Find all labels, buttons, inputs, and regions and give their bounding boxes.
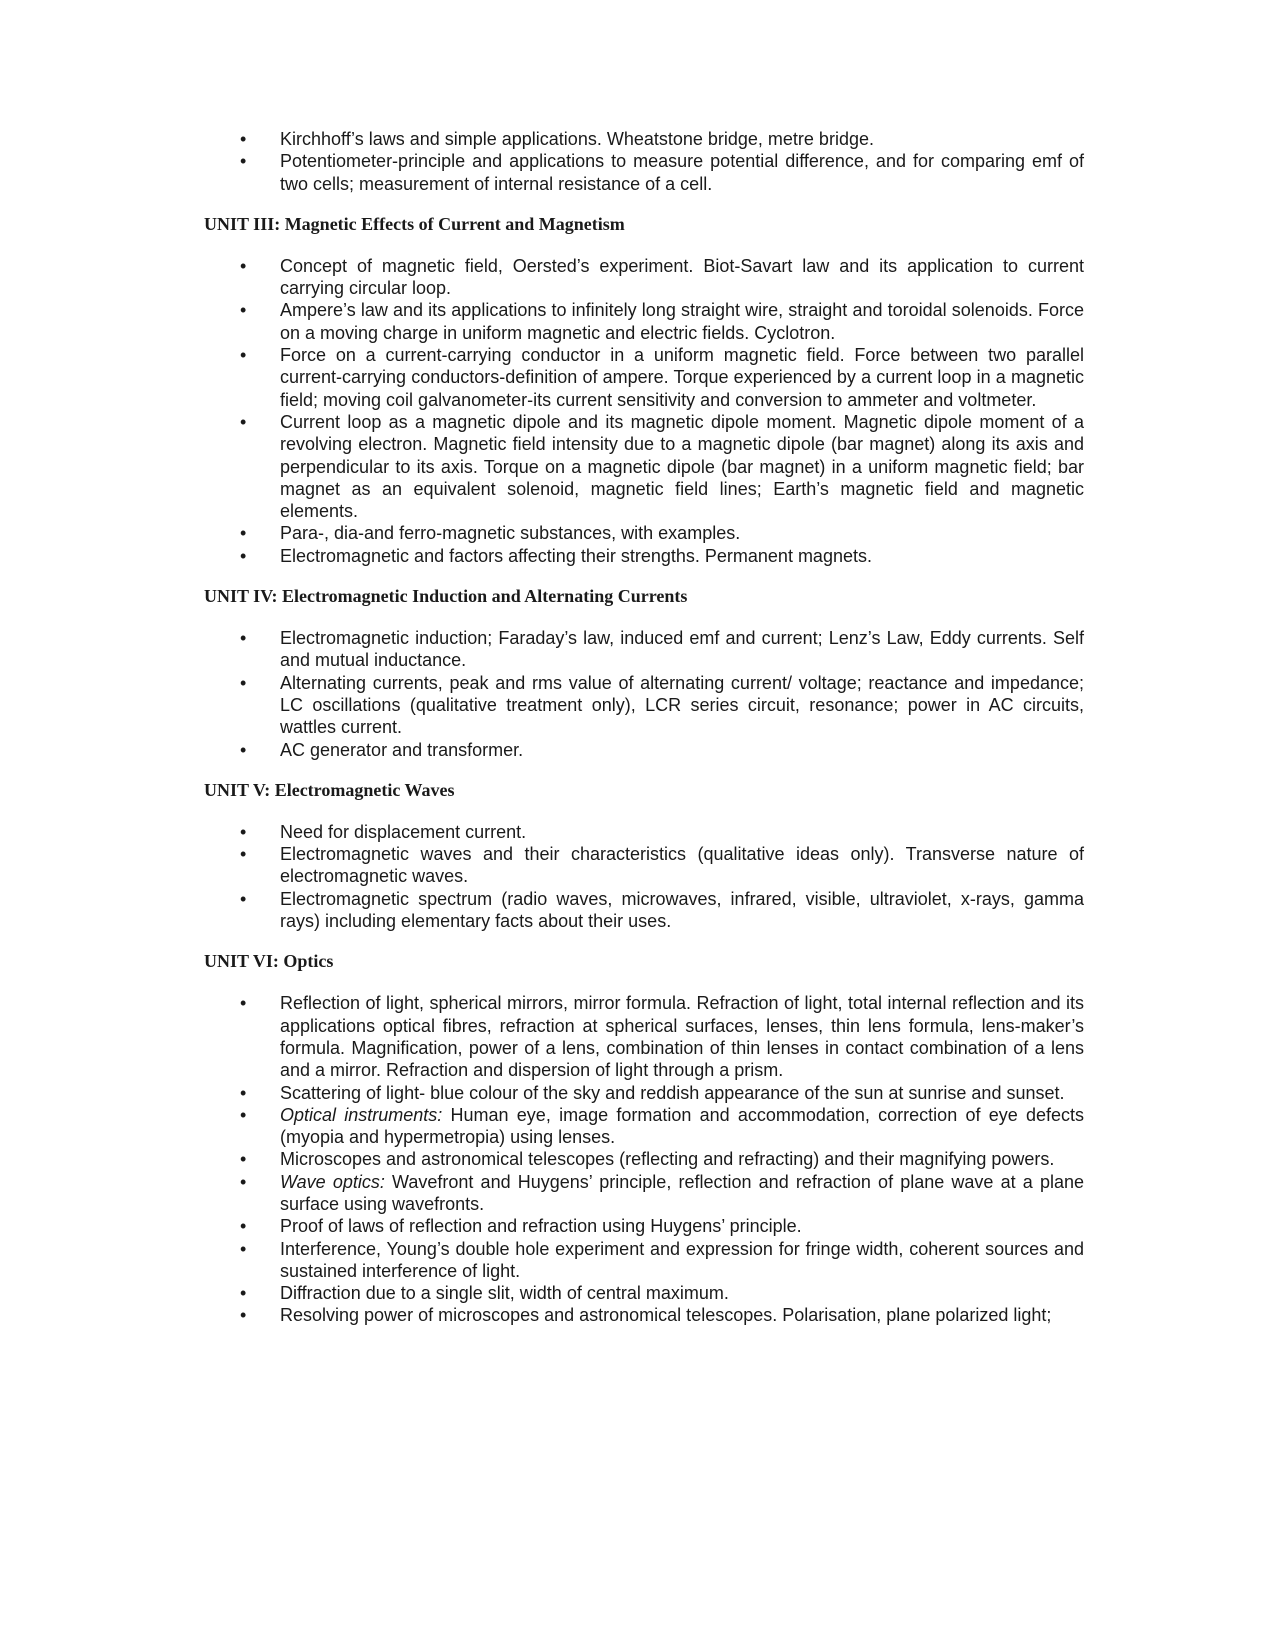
list-item	[204, 255, 1084, 300]
unit-5-list	[204, 821, 1084, 932]
item-text: Ampere’s law and its applications to infinitely long straight wire, straight and toroidal solenoids. Force on a moving charge in uniform magnetic and electric fields. Cyclotron.	[280, 300, 1084, 343]
unit-3-list	[204, 255, 1084, 567]
list-item	[204, 739, 1084, 761]
list-item	[204, 128, 1084, 150]
item-text: Scattering of light- blue colour of the sky and reddish appearance of the sun at sunrise and sunset.	[280, 1082, 1065, 1103]
list-item	[204, 1104, 1084, 1149]
item-lead: Wave optics:	[280, 1171, 385, 1192]
bullet-icon: •	[240, 1104, 247, 1125]
page-content	[204, 128, 1084, 1327]
bullet-icon: •	[240, 821, 247, 842]
intro-list	[204, 128, 1084, 195]
item-text: Electromagnetic waves and their characteristics (qualitative ideas only). Transverse nature of electromagnetic waves.	[280, 844, 1084, 887]
bullet-icon: •	[240, 545, 247, 566]
bullet-icon: •	[240, 129, 247, 149]
item-text: Reflection of light, spherical mirrors, mirror formula. Refraction of light, total internal reflection and its applications optical fibres, refraction at spherical surfaces, lenses, thin lens formula, lens-maker’s formula. Magnification, power of a lens, combination of thin lenses in contact combination of a lens and a mirror. Refraction and dispersion of light through a prism.	[280, 993, 1084, 1081]
item-text: Current loop as a magnetic dipole and its magnetic dipole moment. Magnetic dipole moment of a revolving electron. Magnetic field intensity due to a magnetic dipole (bar magnet) along its axis and perpendicular to its axis. Torque on a magnetic dipole (bar magnet) in a uniform magnetic field; bar magnet as an equivalent solenoid, magnetic field lines; Earth’s magnetic field and magnetic elements.	[280, 411, 1084, 522]
item-text: Resolving power of microscopes and astronomical telescopes. Polarisation, plane polarized light;	[280, 1305, 1052, 1326]
item-text: Interference, Young’s double hole experiment and expression for fringe width, coherent sources and sustained interference of light.	[280, 1238, 1084, 1281]
item-text: Electromagnetic spectrum (radio waves, microwaves, infrared, visible, ultraviolet, x-rays, gamma rays) including elementary facts about their uses.	[280, 888, 1084, 932]
bullet-icon: •	[240, 151, 247, 172]
item-text: Para-, dia-and ferro-magnetic substances, with examples.	[280, 523, 741, 544]
list-item	[204, 1282, 1084, 1304]
list-item	[204, 1082, 1084, 1104]
unit-4-heading: UNIT IV: Electromagnetic Induction and Alternating Currents	[204, 586, 688, 607]
bullet-icon: •	[240, 628, 247, 649]
item-text: Wavefront and Huygens’ principle, reflection and refraction of plane wave at a plane surface using wavefronts.	[280, 1171, 1084, 1214]
bullet-icon: •	[240, 345, 247, 366]
item-text: Microscopes and astronomical telescopes (reflecting and refracting) and their magnifying powers.	[280, 1149, 1055, 1170]
bullet-icon: •	[240, 255, 247, 276]
item-text: Human eye, image formation and accommodation, correction of eye defects (myopia and hypermetropia) using lenses.	[280, 1104, 1084, 1148]
bullet-icon: •	[240, 1216, 247, 1237]
list-item	[204, 344, 1084, 411]
list-item	[204, 1148, 1084, 1170]
unit-6-list	[204, 992, 1084, 1326]
list-item	[204, 888, 1084, 933]
list-item	[204, 411, 1084, 522]
list-item	[204, 821, 1084, 843]
bullet-icon: •	[240, 411, 247, 432]
bullet-icon: •	[240, 300, 247, 321]
list-item	[204, 1238, 1084, 1283]
item-text: Alternating currents, peak and rms value of alternating current/ voltage; reactance and impedance; LC oscillations (qualitative treatment only), LCR series circuit, resonance; power in AC circuits, wattles current.	[280, 672, 1084, 738]
list-item	[204, 1304, 1084, 1326]
unit-4-list	[204, 627, 1084, 761]
bullet-icon: •	[240, 672, 247, 693]
list-item	[204, 150, 1084, 195]
list-item	[204, 672, 1084, 739]
list-item	[204, 843, 1084, 888]
list-item	[204, 299, 1084, 344]
list-item	[204, 522, 1084, 544]
list-item	[204, 545, 1084, 567]
bullet-icon: •	[240, 1082, 247, 1103]
list-item	[204, 992, 1084, 1081]
item-text: Proof of laws of reflection and refraction using Huygens’ principle.	[280, 1216, 802, 1237]
bullet-icon: •	[240, 523, 247, 544]
unit-6-heading: UNIT VI: Optics	[204, 951, 334, 972]
unit-5-heading: UNIT V: Electromagnetic Waves	[204, 779, 455, 800]
bullet-icon: •	[240, 888, 247, 909]
item-text: Need for displacement current.	[280, 821, 527, 842]
list-item	[204, 627, 1084, 672]
item-text: Concept of magnetic field, Oersted’s experiment. Biot-Savart law and its application to current carrying circular loop.	[280, 255, 1084, 299]
item-text: Kirchhoff’s laws and simple applications. Wheatstone bridge, metre bridge.	[280, 129, 874, 149]
bullet-icon: •	[240, 844, 247, 865]
unit-3-heading: UNIT III: Magnetic Effects of Current and Magnetism	[204, 213, 625, 234]
item-text: Electromagnetic induction; Faraday’s law, induced emf and current; Lenz’s Law, Eddy currents. Self and mutual inductance.	[280, 628, 1084, 671]
list-item	[204, 1171, 1084, 1216]
item-text: Potentiometer-principle and applications to measure potential difference, and for comparing emf of two cells; measurement of internal resistance of a cell.	[280, 151, 1084, 194]
item-text: AC generator and transformer.	[280, 739, 524, 760]
item-lead: Optical instruments:	[280, 1104, 443, 1125]
bullet-icon: •	[240, 739, 247, 760]
bullet-icon: •	[240, 1238, 247, 1259]
bullet-icon: •	[240, 1305, 247, 1326]
item-text: Force on a current-carrying conductor in a uniform magnetic field. Force between two parallel current-carrying conductors-definition of ampere. Torque experienced by a current loop in a magnetic field; moving coil galvanometer-its current sensitivity and conversion to ammeter and voltmeter.	[280, 345, 1084, 410]
item-text: Electromagnetic and factors affecting their strengths. Permanent magnets.	[280, 545, 872, 566]
bullet-icon: •	[240, 1149, 247, 1170]
bullet-icon: •	[240, 1283, 247, 1304]
item-text: Diffraction due to a single slit, width of central maximum.	[280, 1283, 729, 1304]
bullet-icon: •	[240, 1171, 247, 1192]
bullet-icon: •	[240, 993, 247, 1014]
list-item	[204, 1215, 1084, 1237]
